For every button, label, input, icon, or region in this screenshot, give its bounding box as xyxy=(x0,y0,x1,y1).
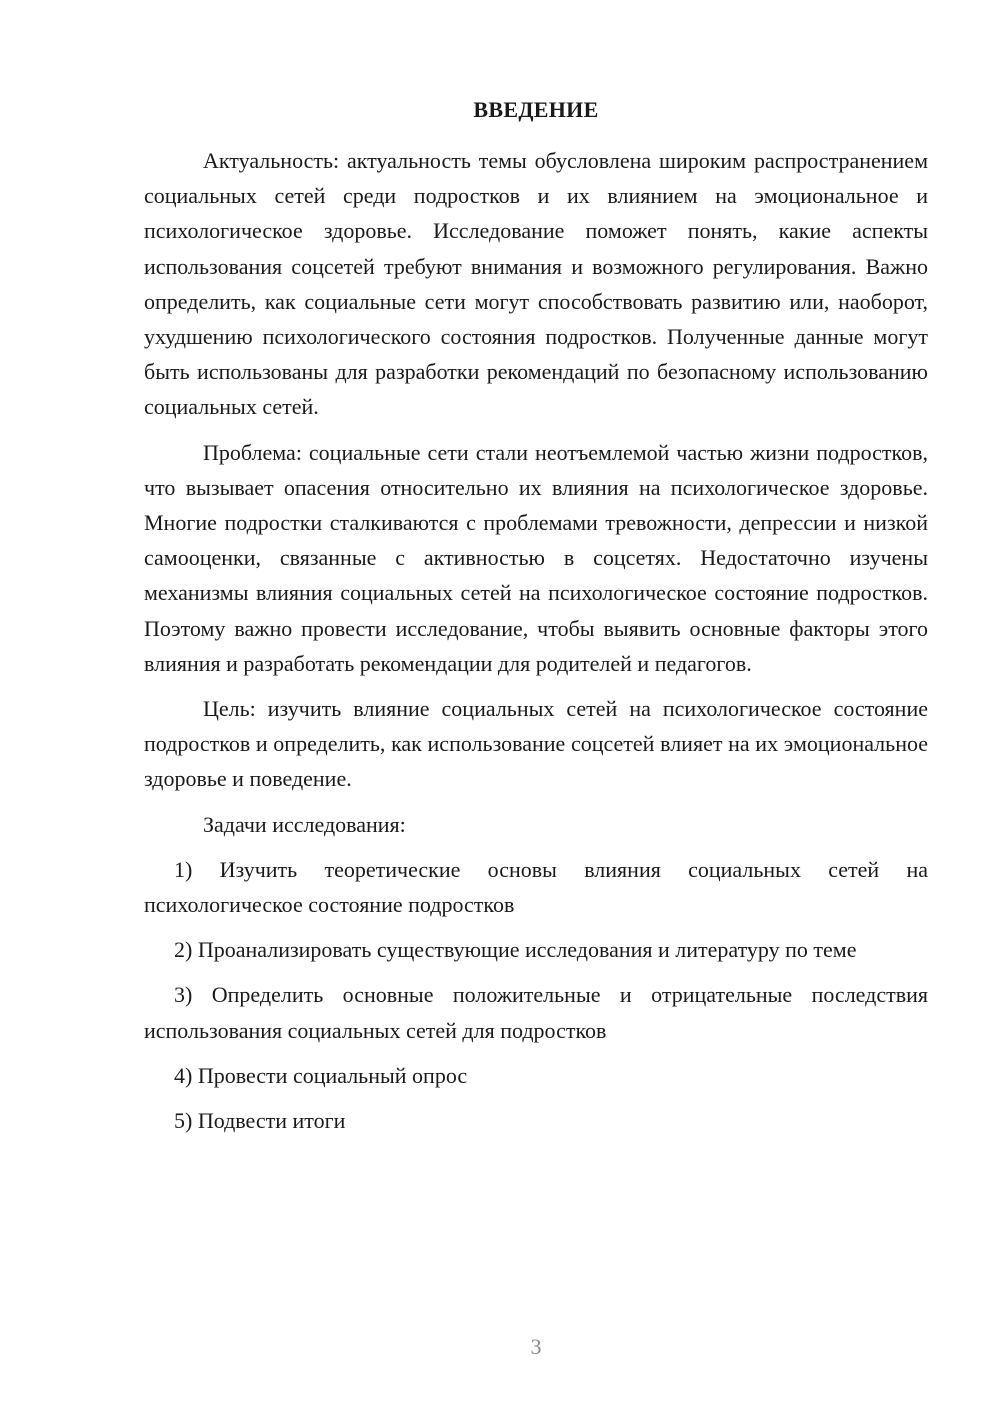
task-item-4: 4) Провести социальный опрос xyxy=(174,1062,468,1088)
problem-paragraph: Проблема: социальные сети стали неотъемлемой частью жизни подростков, что вызывает опасения относительно их влияния на психологическое здоровье. Многие подростки сталкиваются с проблемами тревожности, депрессии и низкой самооценки, связанные с активностью в соцсетях. Недостаточно изучены механизмы влияния социальных сетей на психологическое состояние подростков. Поэтому важно провести исследование, чтобы выявить основные факторы этого влияния и разработать рекомендации для родителей и педагогов. xyxy=(144,439,928,676)
relevance-paragraph: Актуальность: актуальность темы обусловлена широким распространением социальных сетей среди подростков и их влиянием на эмоциональное и психологическое здоровье. Исследование поможет понять, какие аспекты использования соцсетей требуют внимания и возможного регулирования. Важно определить, как социальные сети могут способствовать развитию или, наоборот, ухудшению психологического состояния подростков. Полученные данные могут быть использованы для разработки рекомендаций по безопасному использованию социальных сетей. xyxy=(144,148,928,420)
section-heading: ВВЕДЕНИЕ xyxy=(473,97,599,122)
task-item-5: 5) Подвести итоги xyxy=(174,1108,346,1134)
task-item-3: 3) Определить основные положительные и отрицательные последствия использования социальных сетей для подростков xyxy=(144,982,928,1043)
task-item-1: 1) Изучить теоретические основы влияния социальных сетей на психологическое состояние подростков xyxy=(144,856,928,918)
tasks-heading: Задачи исследования: xyxy=(203,811,406,837)
goal-paragraph: Цель: изучить влияние социальных сетей на психологическое состояние подростков и определить, как использование соцсетей влияет на их эмоциональное здоровье и поведение. xyxy=(144,696,928,792)
task-item-2: 2) Проанализировать существующие исследования и литературу по теме xyxy=(174,937,857,963)
body-text xyxy=(144,143,928,1148)
page-number: 3 xyxy=(530,1334,542,1359)
